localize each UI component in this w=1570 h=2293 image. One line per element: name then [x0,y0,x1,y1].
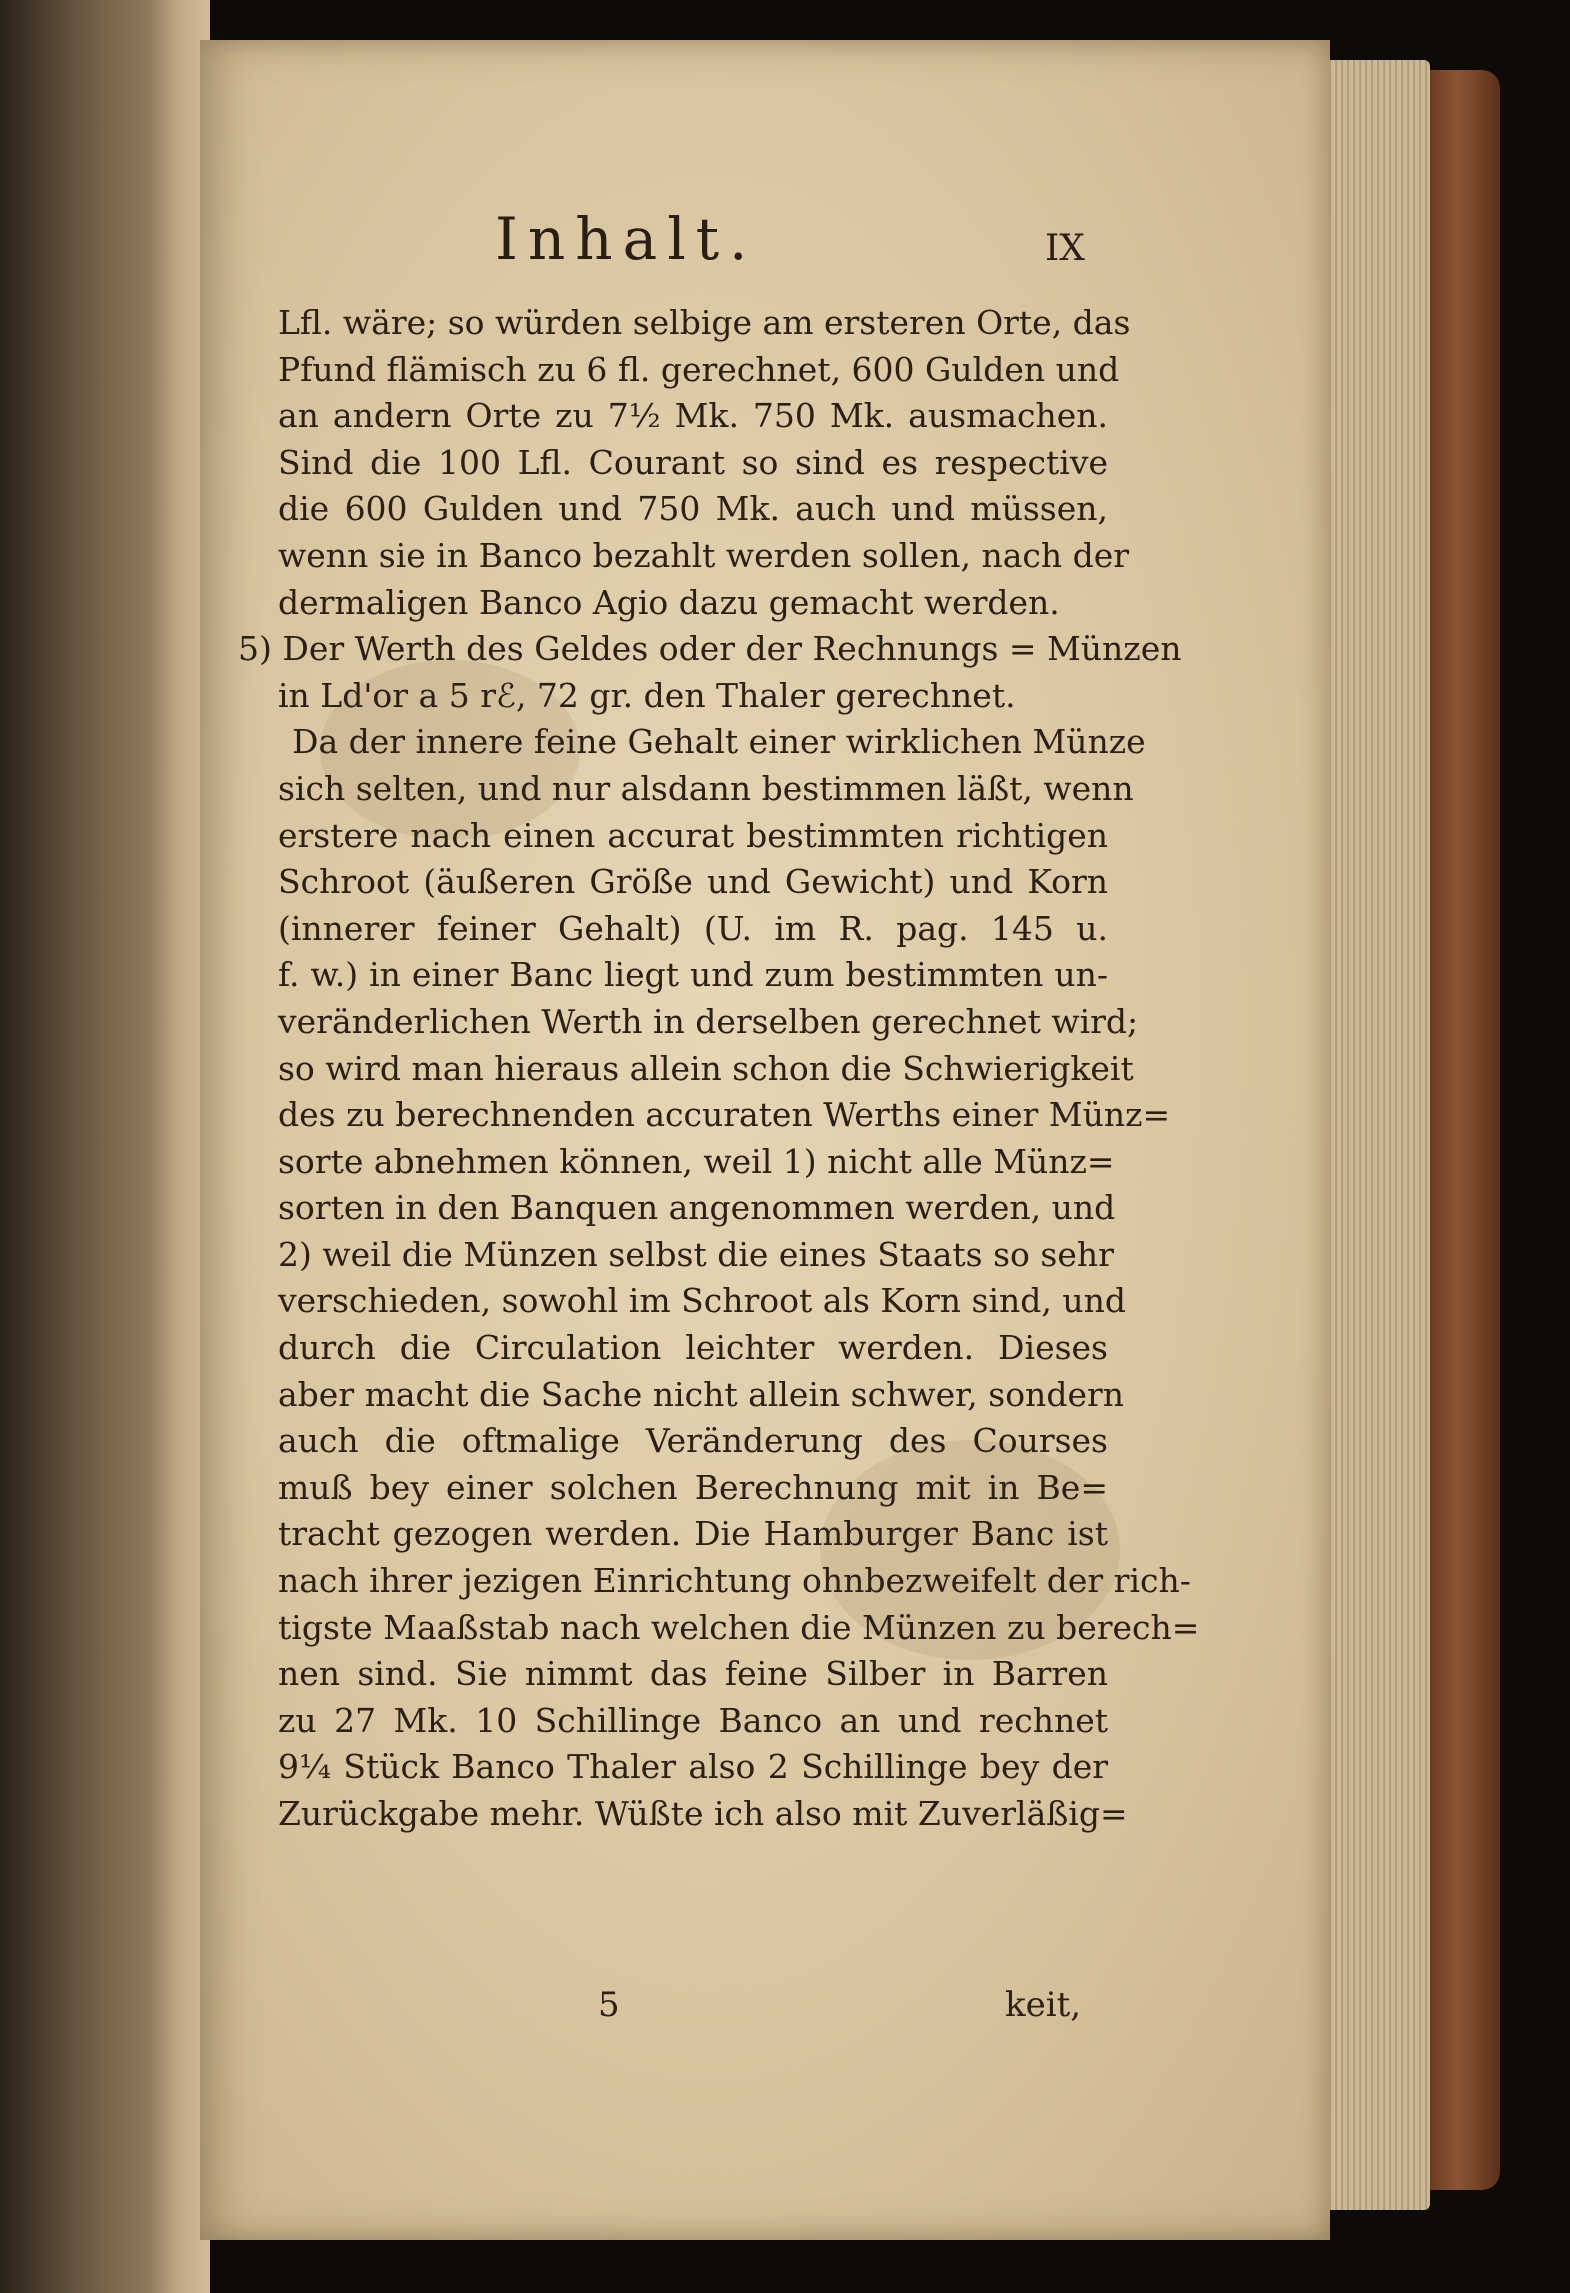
text-line: erstere nach einen accurat bestimmten richtigen [278,815,1108,855]
text-line: auch die oftmalige Veränderung des Courses [278,1421,1108,1461]
text-line: verschieden, sowohl im Schroot als Korn sind, und [278,1281,1127,1321]
text-line: sorte abnehmen können, weil 1) nicht alle Münz= [278,1141,1115,1181]
text-line: wenn sie in Banco bezahlt werden sollen, nach der [278,535,1130,575]
text-line: zu 27 Mk. 10 Schillinge Banco an und rechnet [278,1700,1108,1740]
text-line: (innerer feiner Gehalt) (U. im R. pag. 145 u. [278,908,1108,948]
leather-binding [1430,70,1500,2190]
text-line: f. w.) in einer Banc liegt und zum bestimmten un- [278,955,1108,995]
text-line: tracht gezogen werden. Die Hamburger Banc ist [278,1514,1108,1554]
text-line: sich selten, und nur alsdann bestimmen läßt, wenn [278,768,1134,808]
text-line: sorten in den Banquen angenommen werden, und [278,1188,1116,1228]
text-line: veränderlichen Werth in derselben gerechnet wird; [278,1001,1139,1041]
text-line: so wird man hieraus allein schon die Schwierigkeit [278,1048,1134,1088]
text-line: 2) weil die Münzen selbst die eines Staats so sehr [278,1234,1114,1274]
text-line: Lfl. wäre; so würden selbige am ersteren Orte, das [278,303,1131,342]
text-line: die 600 Gulden und 750 Mk. auch und müssen, [278,489,1108,529]
text-line: des zu berechnenden accuraten Werths einer Münz= [278,1095,1171,1135]
section-heading-line: 5) Der Werth des Geldes oder der Rechnungs = Münzen [238,629,1182,669]
text-line: aber macht die Sache nicht allein schwer, sondern [278,1374,1124,1414]
body-text [238,300,1200,1838]
text-line: durch die Circulation leichter werden. Dieses [278,1328,1108,1368]
text-line: an andern Orte zu 7½ Mk. 750 Mk. ausmachen. [278,396,1108,436]
text-line: Zurückgabe mehr. Wüßte ich also mit Zuverläßig= [278,1794,1128,1833]
text-line: dermaligen Banco Agio dazu gemacht werden. [278,582,1060,622]
catchword: keit, [1005,1985,1082,2025]
left-page-edge [0,0,150,2293]
page-number: IX [1045,228,1085,269]
text-line: nach ihrer jezigen Einrichtung ohnbezweifelt der rich- [278,1561,1191,1601]
running-head: Inhalt. [495,205,758,273]
signature-mark: 5 [598,1985,620,2025]
text-line: Pfund flämisch zu 6 fl. gerechnet, 600 Gulden und [278,349,1120,389]
text-line: nen sind. Sie nimmt das feine Silber in Barren [278,1654,1108,1694]
text-line: Schroot (äußeren Größe und Gewicht) und Korn [278,862,1108,902]
text-line: in Ld'or a 5 rℰ, 72 gr. den Thaler gerechnet. [278,675,1016,715]
text-line: 9¼ Stück Banco Thaler also 2 Schillinge bey der [278,1747,1108,1787]
text-line: Sind die 100 Lfl. Courant so sind es respective [278,442,1108,482]
text-line: muß bey einer solchen Berechnung mit in Be= [278,1467,1108,1507]
fore-edge-leaves [1320,60,1430,2210]
text-line: Da der innere feine Gehalt einer wirklichen Münze [292,722,1146,762]
text-line: tigste Maaßstab nach welchen die Münzen zu berech= [278,1607,1200,1647]
